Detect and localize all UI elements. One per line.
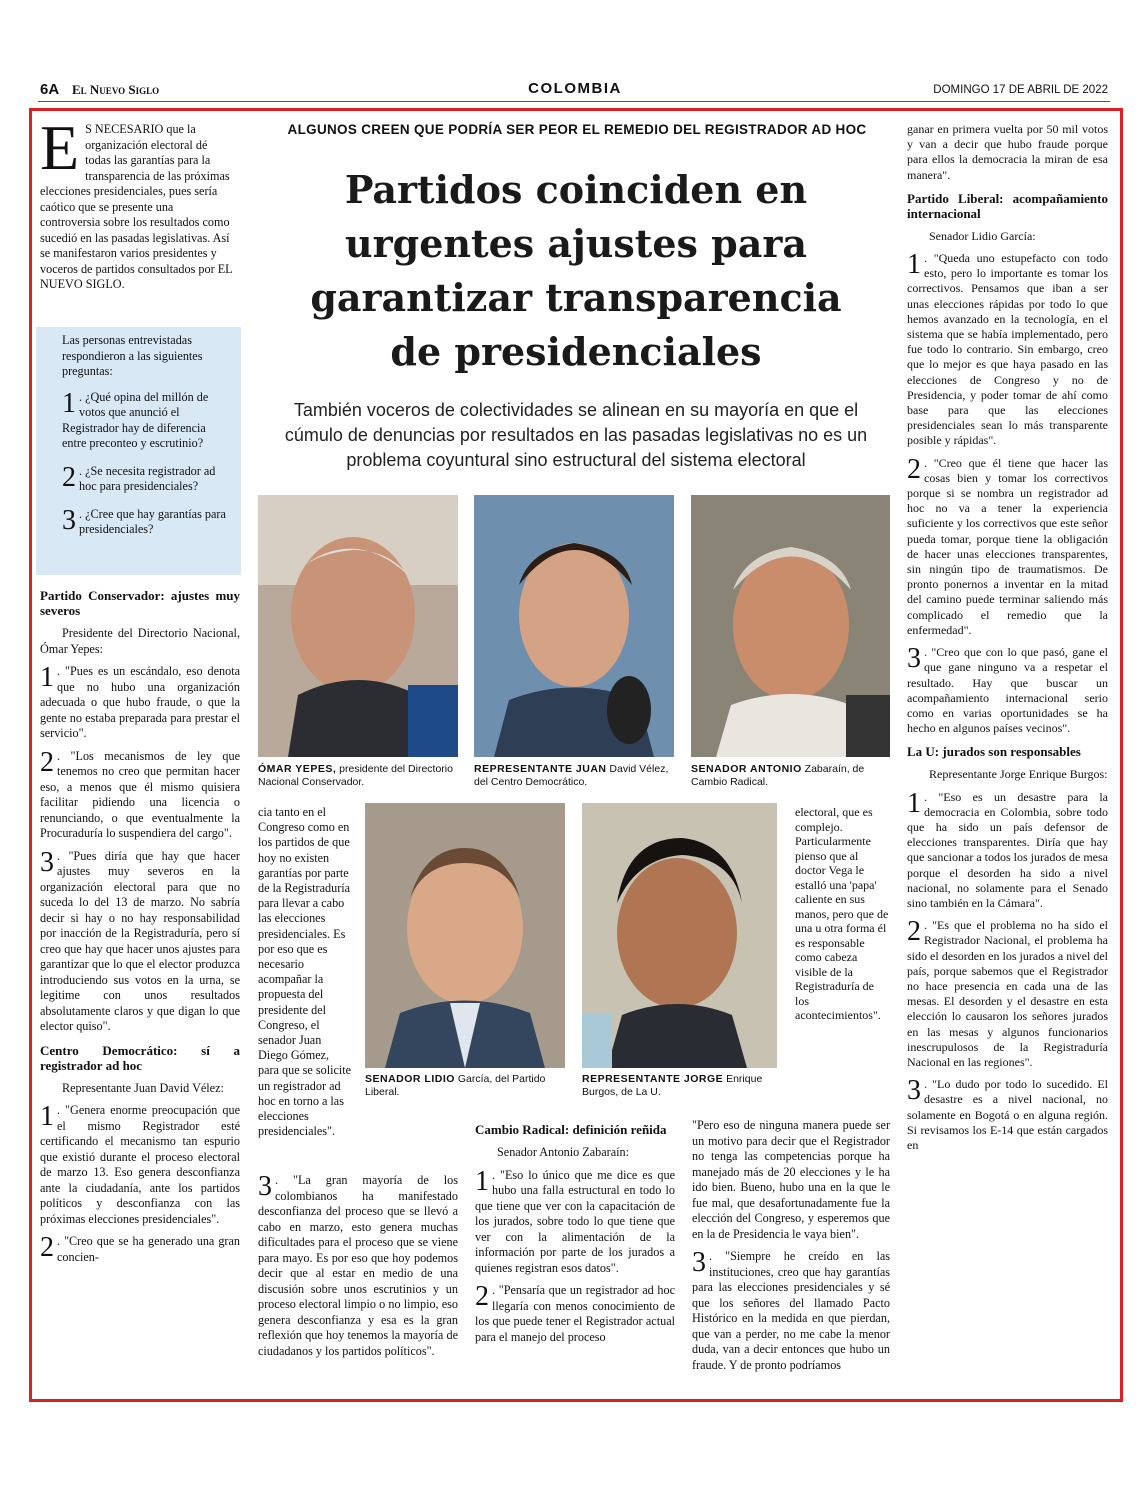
- answer: 3 . "Siempre he creído en las instituciones, creo que hay garantías para las elecciones presidenciales y sé que los señores del llamado Pacto Histórico en la medida en que pierdan, que van a perder, no me cabe la menor duda, van a decir entonces que hubo un fraude. Y de pronto podríamos: [692, 1247, 890, 1372]
- column-2-bottom: [258, 1173, 458, 1366]
- continued-text: "Pero eso de ninguna manera puede ser un motivo para decir que el Registrador no tenga las competencias porque ha manejado más de 20 elecciones y le ha ido bien. Bueno, hubo una en la que le fue mal, que desafortunadamente fue la elección del Congreso, y esperemos que en la de Presidencia le vaya bien".: [692, 1118, 890, 1241]
- subhead-la-u: La U: jurados son responsables: [907, 744, 1081, 760]
- answer-number: 3: [907, 1075, 921, 1107]
- subhead-cambio-radical: Cambio Radical: definición reñida: [475, 1122, 667, 1137]
- questions-intro: Las personas entrevistadas respondieron a las siguientes preguntas:: [62, 333, 203, 378]
- speaker-intro: Representante Jorge Enrique Burgos:: [929, 767, 1108, 782]
- issue-date: DOMINGO 17 DE ABRIL DE 2022: [933, 84, 1108, 96]
- column-4-bottom: [692, 1118, 890, 1380]
- answer-number: 3: [907, 643, 921, 675]
- answer-number: 2: [475, 1281, 489, 1312]
- caption-yepes: ÓMAR YEPES, presidente del Directorio Nacional Conservador.: [258, 763, 453, 788]
- column-1: [40, 588, 240, 1272]
- answer: 2 . "Los mecanismos de ley que tenemos no creo que permitan hacer eso, a menos que él mismo quisiera facilitar pidiendo una licencia o renunciando, o que eventualmente la Procuraduría lo suspendiera del cargo".: [40, 746, 240, 840]
- page-number: 6A: [40, 81, 60, 98]
- answer: 1 . "Genera enorme preocupación que el mismo Registrador esté certificando el mecanismo tan espurio que existió durante el proceso electoral de marzo 13. Eso genera desconfianza ante la ciudadanía, ante los partidos políticos y desconfianza con las próximas elecciones presidenciales".: [40, 1101, 240, 1226]
- caption-zabarain: SENADOR ANTONIO Zabaraín, de Cambio Radical.: [691, 763, 865, 788]
- speaker-intro: Senador Lidio García:: [929, 228, 1036, 243]
- photo-juan-velez: [474, 495, 674, 757]
- answer: 3 . "Pues diría que hay que hacer ajustes muy severos en la organización electoral para que no suceda lo del 13 de marzo. No sabría decir si hay o no hay responsabilidad por inacción de la Registraduría, pero sí creo que hay que hacer unos ajustes para garantizar que lo que el elector produzca introduciendo sus votos en la urna, se legitime con unos resultados absolutamente claros y que digan lo que elector quiso".: [40, 846, 240, 1033]
- question-number: 3: [62, 504, 76, 536]
- photo-jorge-burgos: [582, 803, 777, 1068]
- answer: 2 . "Es que el problema no ha sido el Registrador Nacional, el problema ha sido el desorden en los jurados a nivel del país, porque sabemos que el Registrador no hace presencia en cada una de las mesas. El desorden y el desastre en esta elección lo causaron los señores jurados en las mesas y algunos funcionarios inescrupulosos de la Registraduría Nacional en las regiones".: [907, 916, 1108, 1069]
- answer: 2 . "Pensaría que un registrador ad hoc llegaría con menos conocimiento de los que puede tener el Registrador actual para el manejo del proceso: [475, 1281, 675, 1344]
- answer-number: 1: [907, 787, 921, 819]
- answer-number: 2: [40, 1232, 54, 1263]
- answer-number: 1: [907, 249, 921, 281]
- section-title: COLOMBIA: [528, 80, 622, 97]
- subhead-conservador: Partido Conservador: ajustes muy severos: [40, 588, 240, 618]
- deck: También voceros de colectividades se alinean en su mayoría en que el cúmulo de denuncias por resultados en las pasadas legislativas no es un problema coyuntural sino estructural del sistema electoral: [284, 400, 868, 470]
- photo-lidio-garcia: [365, 803, 565, 1068]
- answer: 2 . "Creo que se ha generado una gran concien-: [40, 1232, 240, 1264]
- header-rule: [38, 101, 1110, 102]
- caption-burgos: REPRESENTANTE JORGE Enrique Burgos, de La U.: [582, 1073, 763, 1098]
- headline: Partidos coinciden en urgentes ajustes para garantizar transparencia de presidenciales: [310, 167, 842, 374]
- answer: 2 . "Creo que él tiene que hacer las cosas bien y tomar los correctivos porque si se nombra un registrador ad hoc no va a tener la experiencia suficiente y los correctivos que este señor pueda tomar, porque tiene la obligación de hacer unas elecciones transparentes, sin ningún tipo de traumatismos. De pronto ponernos a inventar en la mitad del camino puede terminar saliendo más complicado el remedio que la enfermedad".: [907, 453, 1108, 637]
- question-1: [62, 387, 232, 452]
- answer-number: 2: [907, 453, 921, 485]
- question-number: 2: [62, 461, 76, 493]
- subhead-liberal: Partido Liberal: acompañamiento internacional: [907, 190, 1108, 221]
- continued-text: cia tanto en el Congreso como en los partidos de que hoy no existen garantías por parte de la Registraduría para llevar a cabo las elecciones presidenciales. Es por eso que es necesario acompañar la propuesta del presidente del Congreso, el senador Juan Diego Gómez, para que se solicite un registrador ad hoc en torno a las elecciones presidenciales".: [258, 805, 352, 1139]
- answer-number: 3: [692, 1247, 706, 1278]
- intro-lead: S NECESARIO: [85, 122, 164, 136]
- column-2-top: [258, 805, 352, 1139]
- question-2: [62, 461, 232, 495]
- caption-garcia: SENADOR LIDIO García, del Partido Liberal.: [365, 1073, 546, 1098]
- answer-number: 1: [40, 1101, 54, 1132]
- answer-number: 3: [40, 846, 54, 878]
- answer: 3 . "Lo dudo por todo lo sucedido. El desastre es a nivel nacional, no solamente en Bogotá o en alguna región. Si revisamos los E-14 que están cargados en: [907, 1075, 1108, 1152]
- speaker-intro: Senador Antonio Zabaraín:: [497, 1145, 629, 1159]
- answer-number: 3: [258, 1171, 272, 1202]
- drop-cap: E: [40, 112, 80, 183]
- intro-paragraph: [40, 112, 234, 293]
- question-3: [62, 504, 232, 538]
- answer: 3 . "La gran mayoría de los colombianos ha manifestado desconfianza del proceso que se llevó a cabo en marzo, esto genera muchas dificultades para el proceso que se viene para mayo. Es por eso que hoy podemos decir que al estar en medio de una discusión sobre unos escrutinios y un proceso electoral limpio o no limpio, eso genera desconfianza y esa es la gran reflexión que hoy tenemos la mayoría de ciudadanos y los partidos políticos".: [258, 1171, 458, 1358]
- photo-antonio-zabarain: [691, 495, 890, 757]
- questions-content: [62, 333, 232, 545]
- question-number: 1: [62, 387, 76, 419]
- answer-number: 1: [40, 662, 54, 693]
- answer-number: 2: [40, 746, 54, 778]
- question-text: . ¿Cree que hay garantías para presidenciales?: [79, 506, 226, 536]
- answer: 3 . "Creo que con lo que pasó, gane el que gane ninguno va a respetar el resultado. Hay que buscar un acompañamiento internacional serio como en varias oportunidades se ha hecho en algunos países vecinos".: [907, 643, 1108, 736]
- caption-velez: REPRESENTANTE JUAN David Vélez, del Centro Democrático.: [474, 763, 669, 788]
- question-text: . ¿Qué opina del millón de votos que anunció el Registrador hay de diferencia entre preconteo y escrutinio?: [62, 389, 209, 450]
- column-4: [795, 805, 890, 1023]
- photo-omar-yepes: [258, 495, 458, 757]
- answer: 1 . "Queda uno estupefacto con todo esto, pero lo importante es tomar los correctivos. Pensamos que iban a ser unas elecciones rápidas por todo lo que hemos avanzado en la tecnología, en el sistema que se había implementado, pero fue todo lo contrario. Sin embargo, creo que lo mejor es que haya pasado en las elecciones de Congreso y no de Presidencia, y poder tomar de ahí como base para que las elecciones presidenciales sean lo más transparente posible y rápidas".: [907, 249, 1108, 448]
- column-3: [475, 1122, 675, 1352]
- answer: 1 . "Pues es un escándalo, eso denota que no hubo una organización adecuada o que hubo fraude, o que la gente no estaba preparada para prestar el servicio".: [40, 662, 240, 740]
- continued-text: ganar en primera vuelta por 50 mil votos y van a decir que hubo fraude porque para ellos la democracia la miran de esa manera".: [907, 122, 1108, 182]
- speaker-intro: Presidente del Directorio Nacional, Ómar Yepes:: [40, 626, 240, 656]
- answer: 1 . "Eso es un desastre para la democracia en Colombia, sobre todo que ha sido un país defensor de elecciones transparentes. Diría que hay que sancionar a todos los jurados de mesa porque el desorden ha sido a nivel nacional, no solamente para el Senado sino también en la Cámara".: [907, 787, 1108, 910]
- answer-number: 1: [475, 1165, 489, 1197]
- subhead-centro-democratico: Centro Democrático: sí a registrador ad hoc: [40, 1042, 240, 1073]
- continued-text: electoral, que es complejo. Particularmente pienso que al doctor Vega le estalló una 'papa' caliente en sus manos, pero que de una u otra forma él es responsable como cabeza visible de la Registraduría de los acontecimientos".: [795, 805, 889, 1022]
- answer-number: 2: [907, 916, 921, 948]
- answer: 1 . "Eso lo único que me dice es que hubo una falla estructural en todo lo que tiene que ver con la capacitación de los jurados, sobre todo lo que tiene que ver con la alimentación de la información por parte de los jurados a quienes registran esos datos".: [475, 1165, 675, 1275]
- kicker: ALGUNOS CREEN QUE PODRÍA SER PEOR EL REMEDIO DEL REGISTRADOR AD HOC: [287, 122, 867, 137]
- column-5: [907, 122, 1108, 1160]
- intro-text: que la organización electoral dé todas las garantías para la transparencia de las próximas elecciones presidenciales, pues sería caótico que se presente una controversia sobre los resultados como sucedió en las pasadas legislativas. Así se manifestaron varios presidentes y voceros de partidos consultados por EL NUEVO SIGLO.: [40, 122, 233, 291]
- masthead: El Nuevo Siglo: [72, 82, 160, 97]
- speaker-intro: Representante Juan David Vélez:: [62, 1080, 224, 1095]
- question-text: . ¿Se necesita registrador ad hoc para presidenciales?: [79, 463, 216, 493]
